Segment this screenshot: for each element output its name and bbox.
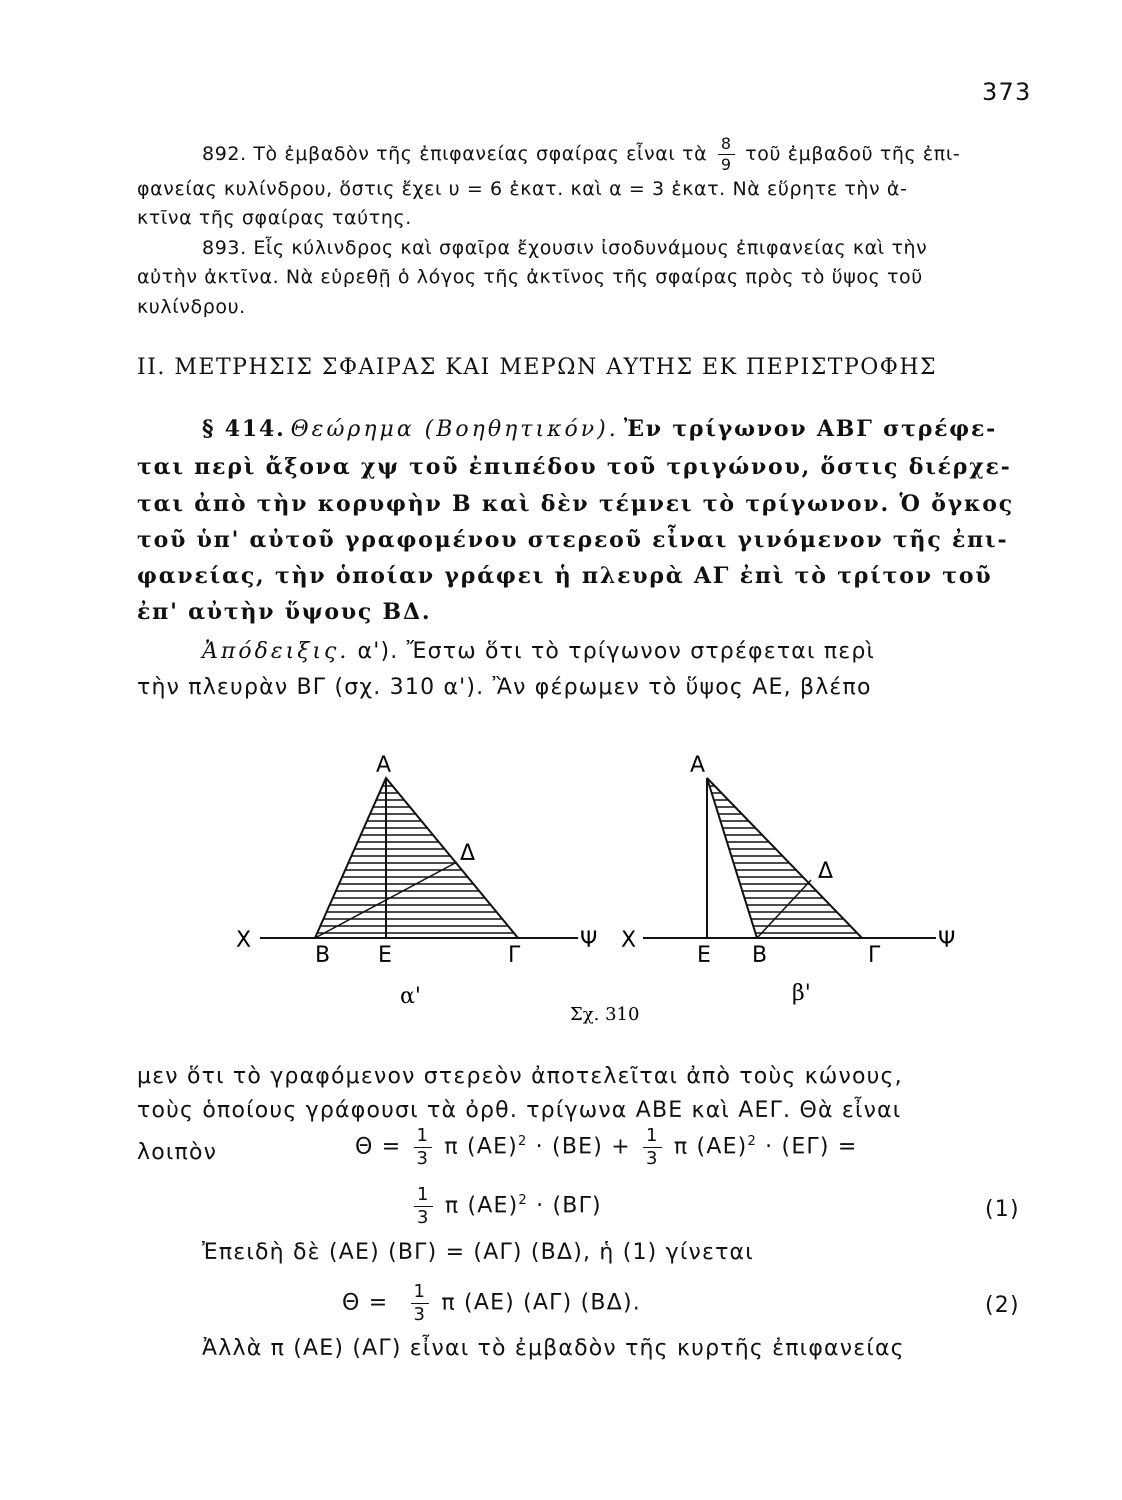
- exponent: 2: [517, 1134, 528, 1150]
- triangle-abg-right: [707, 778, 862, 938]
- figure-alpha: [236, 753, 597, 1009]
- theorem-text-start: Ἐν τρίγωνον ΑΒΓ στρέφε-: [623, 416, 998, 442]
- theorem-title: Θεώρημα (Βοηθητικόν).: [290, 417, 619, 442]
- fraction-one-third: [411, 1283, 430, 1324]
- equation-1: [355, 1127, 858, 1168]
- eq2-term-a: π (ΑΕ): [444, 1193, 519, 1219]
- proof-text-start: α'). Ἔστω ὅτι τὸ τρίγωνον στρέφεται περὶ: [357, 639, 876, 664]
- eq2-term-b: · (ΒΓ): [536, 1193, 602, 1219]
- text-after-line5: Ἐπειδὴ δὲ (ΑΕ) (ΒΓ) = (ΑΓ) (ΒΔ), ἡ (1) γίνεται: [202, 1240, 754, 1265]
- text-after-line2: τοὺς ὁποίους γράφουσι τὰ ὀρθ. τρίγωνα ΑΒΕ καὶ ΑΕΓ. Θὰ εἶναι: [137, 1098, 902, 1123]
- exercise-892-line3: κτῖνα τῆς σφαίρας ταύτης.: [137, 207, 412, 229]
- exercise-893-line3: κυλίνδρου.: [137, 296, 246, 318]
- text-after-line7: Ἀλλὰ π (ΑΕ) (ΑΓ) εἶναι τὸ ἐμβαδὸν τῆς κυρτῆς ἐπιφανείας: [202, 1336, 905, 1361]
- section-number: § 414.: [202, 416, 286, 442]
- label-x-left: Χ: [236, 928, 252, 953]
- section-heading: II. ΜΕΤΡΗΣΙΣ ΣΦΑΙΡΑΣ ΚΑΙ ΜΕΡΩΝ ΑΥΤΗΣ ΕΚ ΠΕΡΙΣΤΡΟΦΗΣ: [137, 355, 938, 380]
- label-d-right: Δ: [818, 859, 834, 884]
- eq1-term-a: π (ΑΕ): [444, 1134, 518, 1160]
- label-psi-right: Ψ: [938, 928, 956, 953]
- exercise-892-line2: φανείας κυλίνδρου, ὅστις ἔχει υ = 6 ἑκατ. καὶ α = 3 ἑκατ. Νὰ εὕρητε τὴν ἀ-: [137, 178, 908, 200]
- eq1-term-c: π (ΑΕ): [673, 1134, 748, 1160]
- fraction-numerator: 1: [411, 1283, 430, 1304]
- text-after-line3-word: λοιπὸν: [137, 1140, 218, 1165]
- label-x-right: Χ: [621, 928, 637, 953]
- exercise-892-text-a: 892. Τὸ ἐμβαδὸν τῆς ἐπιφανείας σφαίρας εἶναι τὰ: [202, 143, 708, 165]
- fraction-denominator: 9: [720, 155, 732, 174]
- page-number: 373: [982, 78, 1032, 106]
- label-g-left: Γ: [508, 943, 521, 968]
- label-b-left: Β: [315, 943, 331, 968]
- exponent: 2: [518, 1193, 528, 1209]
- figure-beta-label: β': [792, 981, 811, 1006]
- fraction-one-third: [414, 1127, 433, 1168]
- theorem-line2: ται περὶ ἄξονα χψ τοῦ ἐπιπέδου τοῦ τριγώνου, ὅστις διέρχε-: [137, 454, 1012, 480]
- eq1-term-b: · (ΒΕ) +: [535, 1134, 631, 1160]
- proof-label: Ἀπόδειξις.: [202, 639, 350, 664]
- exercise-893-line2: αὐτὴν ἀκτῖνα. Νὰ εὑρεθῇ ὁ λόγος τῆς ἀκτῖνος τῆς σφαίρας πρὸς τὸ ὕψος τοῦ: [137, 266, 923, 288]
- equation-2: [342, 1283, 641, 1324]
- theorem-line3: ται ἀπὸ τὴν κορυφὴν Β καὶ δὲν τέμνει τὸ τρίγωνον. Ὁ ὄγκος: [137, 491, 1014, 517]
- eq1-term-d: · (ΕΓ) =: [765, 1134, 858, 1160]
- fraction-one-third: [414, 1186, 433, 1227]
- figure-beta: [621, 753, 955, 1006]
- theorem-line4: τοῦ ὑπ' αὐτοῦ γραφομένου στερεοῦ εἶναι γινόμενον τῆς ἐπι-: [137, 527, 1009, 553]
- equation-number-1: (1): [985, 1197, 1020, 1222]
- equation-1-cont: [410, 1186, 602, 1227]
- text-after-line1: μεν ὅτι τὸ γραφόμενον στερεὸν ἀποτελεῖται ἀπὸ τοὺς κώνους,: [137, 1064, 903, 1089]
- fraction-denominator: 3: [416, 1148, 430, 1169]
- label-psi-left: Ψ: [580, 928, 598, 953]
- figure-alpha-label: α': [400, 984, 421, 1009]
- fraction-numerator: 1: [643, 1127, 662, 1148]
- label-b-right: Β: [752, 943, 768, 968]
- fraction-denominator: 3: [413, 1304, 427, 1325]
- fraction-numerator: 8: [718, 136, 735, 155]
- fraction-denominator: 3: [646, 1148, 659, 1169]
- altitude-bd-right: [757, 880, 811, 938]
- label-a-left: Α: [376, 753, 392, 778]
- eq3-term: π (ΑΕ) (ΑΓ) (ΒΔ).: [441, 1290, 641, 1316]
- proof-line2: τὴν πλευρὰν ΒΓ (σχ. 310 α'). Ἂν φέρωμεν τὸ ὕψος ΑΕ, βλέπο: [137, 675, 872, 700]
- figure-caption: Σχ. 310: [570, 1004, 640, 1025]
- theorem-line6: ἐπ' αὐτὴν ὕψους ΒΔ.: [137, 599, 432, 625]
- fraction-numerator: 1: [414, 1127, 433, 1148]
- exercise-893-line1: 893. Εἷς κύλινδρος καὶ σφαῖρα ἔχουσιν ἰσοδυνάμους ἐπιφανείας καὶ τὴν: [202, 237, 928, 259]
- label-e-right: Ε: [697, 943, 711, 968]
- label-a-right: Α: [690, 753, 706, 778]
- eq1-theta: Θ =: [355, 1134, 402, 1160]
- exponent: 2: [747, 1134, 757, 1150]
- exercise-892-text-b: τοῦ ἐμβαδοῦ τῆς ἐπι-: [745, 143, 961, 165]
- theorem-line5: φανείας, τὴν ὁποίαν γράφει ἡ πλευρὰ ΑΓ ἐπὶ τὸ τρίτον τοῦ: [137, 563, 993, 589]
- fraction-denominator: 3: [417, 1207, 430, 1228]
- triangle-abg-left: [315, 778, 518, 938]
- equation-number-2: (2): [985, 1293, 1020, 1318]
- label-e-left: Ε: [378, 943, 392, 968]
- fraction-numerator: 1: [414, 1186, 433, 1207]
- label-d-left: Δ: [460, 841, 476, 866]
- fraction-one-third: [643, 1127, 662, 1168]
- eq3-theta: Θ =: [342, 1290, 389, 1316]
- label-g-right: Γ: [868, 943, 881, 968]
